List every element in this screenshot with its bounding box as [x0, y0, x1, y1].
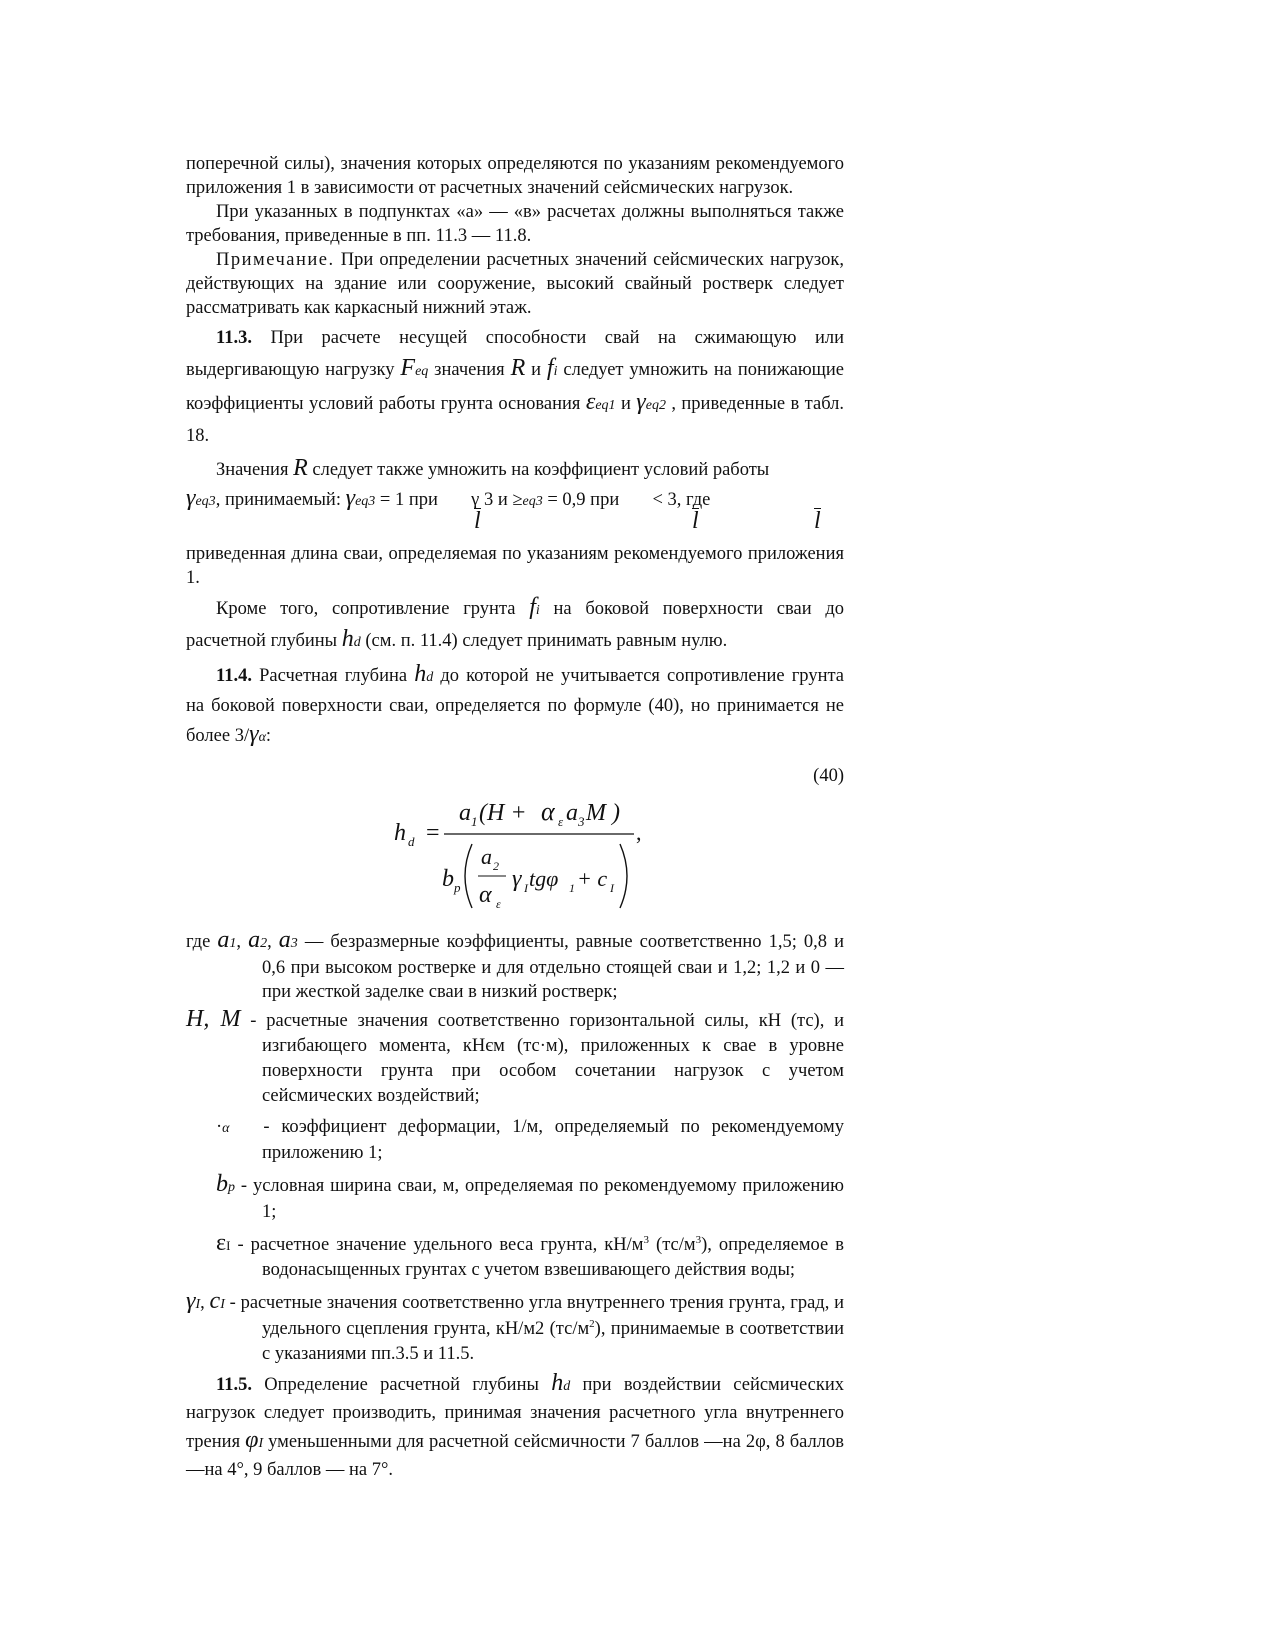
section-number: 11.4.	[216, 666, 252, 686]
svg-text:M ): M )	[586, 800, 620, 826]
section-number: 11.3.	[216, 328, 252, 348]
reduced-length-symbols	[186, 508, 844, 542]
svg-text:1: 1	[471, 814, 478, 829]
note-paragraph	[186, 248, 844, 320]
svg-text:ε: ε	[558, 814, 564, 829]
paragraph-continuation: поперечной силы), значения которых определяются по указаниям рекомендуемого приложения 1 в зависимости от расчетных значений сейсмических нагрузок.	[186, 154, 844, 198]
svg-text:I: I	[524, 881, 528, 895]
formula-den-b: b	[442, 866, 454, 892]
definition-friction-cohesion: γI, cI - расчетные значения соответственно угла внутреннего трения грунта, град, и удельного сцепления грунта, кН/м2 $(тс/м^2)$, принимаемые в соответствии с указаниями пп.3.5 и 11.5.	[186, 1288, 845, 1364]
definition-H-M: H, M - расчетные значения соответственно горизонтальной силы, кН (тс), и изгибающего момента, кНєм (тс·м), приложенных к свае в уровне поверхности грунта при особом сочетании нагрузок с учетом сейсмических воздействий;	[186, 1006, 845, 1106]
svg-text:tgφ: tgφ	[529, 866, 559, 891]
definition-bp: bp - условная ширина сваи, м, определяемая по рекомендуемому приложению 1;	[216, 1171, 844, 1222]
paragraph-R-values: Значения R следует также умножить на коэффициент условий работы γeq3, принимаемый: γeq3 = 1 при γ 3 и ≥eq3 = 0,9 при < 3, где	[186, 455, 770, 511]
document-page	[186, 152, 844, 1484]
svg-text:α: α	[541, 797, 555, 826]
svg-text:+ c: + c	[577, 866, 608, 891]
section-11-3: 11.3. При расчете несущей способности свай на сжимающую или выдергивающую нагрузку Feq значения R и fi следует умножить на понижающие коэффициенты условий работы грунта основания εeq1 и γeq2 , приведенные в табл. 18.	[186, 328, 845, 446]
l-bar-symbol-3: l	[814, 508, 821, 534]
svg-text:,: ,	[636, 820, 642, 845]
l-bar-symbol-1: l	[474, 508, 481, 534]
paragraph-krome: Кроме того, сопротивление грунта fi на боковой поверхности сваи до расчетной глубины hd (см. п. 11.4) следует принимать равным нулю.	[186, 594, 844, 652]
equation-number: (40)	[813, 766, 844, 786]
svg-text:a: a	[566, 800, 578, 826]
note-text: При определении расчетных значений сейсмических нагрузок, действующих на здание или сооружение, высокий свайный ростверк следует рассматривать как каркасный нижний этаж.	[186, 250, 844, 318]
formula-40	[186, 788, 844, 928]
formula-num-mid: (H +	[479, 800, 527, 826]
section-11-5: 11.5. Определение расчетной глубины hd при воздействии сейсмических нагрузок следует производить, принимая значения расчетного угла внутреннего трения φI уменьшенными для расчетной сейсмичности 7 баллов —на 2φ, 8 баллов —на 4°, 9 баллов — на 7°.	[186, 1370, 844, 1480]
formula-lhs-sub: d	[408, 834, 415, 849]
section-11-4: 11.4. Расчетная глубина hd до которой не учитывается сопротивление грунта на боковой поверхности сваи, определяется по формуле (40), но принимается не более 3/γα:	[186, 661, 844, 747]
l-bar-symbol-2: l	[692, 508, 699, 534]
paragraph-reduced-length: приведенная длина сваи, определяемая по указаниям рекомендуемого приложения 1.	[186, 544, 844, 588]
svg-text:γ: γ	[512, 866, 522, 892]
svg-text:α: α	[479, 882, 492, 908]
paragraph-requirements: При указанных в подпунктах «а» — «в» расчетах должны выполняться также требования, приведенные в пп. 11.3 — 11.8.	[186, 202, 844, 246]
definition-deformation-coef: ·α - коэффициент деформации, 1/м, определяемый по рекомендуемому приложению 1;	[216, 1117, 844, 1163]
formula-num-a1: a	[459, 800, 471, 826]
formula-equals: =	[426, 820, 440, 846]
svg-text:2: 2	[493, 859, 499, 873]
svg-text:p: p	[454, 880, 461, 895]
svg-text:1: 1	[569, 881, 575, 895]
svg-text:3: 3	[578, 814, 585, 829]
formula-lhs: h	[394, 820, 406, 846]
svg-text:I: I	[610, 881, 614, 895]
formula-right-paren	[620, 844, 627, 908]
note-label: Примечание.	[216, 250, 335, 270]
definition-unit-weight: εI - расчетное значение удельного веса грунта, $кН/м^3$ $(тс/м^3)$, определяемое в водонасыщенных грунтах с учетом взвешивающего действия воды;	[216, 1230, 845, 1280]
definition-a-coefficients: где a1, a2, a3 — безразмерные коэффициенты, равные соответственно 1,5; 0,8 и 0,6 при высоком ростверке и для отдельно стоящей сваи и 1,2; 1,2 и 0 — при жесткой заделке сваи в низкий ростверк;	[186, 927, 845, 1002]
svg-text:a: a	[481, 844, 492, 869]
svg-text:ε: ε	[496, 897, 501, 911]
formula-left-paren	[465, 844, 472, 908]
section-number: 11.5.	[216, 1375, 252, 1395]
